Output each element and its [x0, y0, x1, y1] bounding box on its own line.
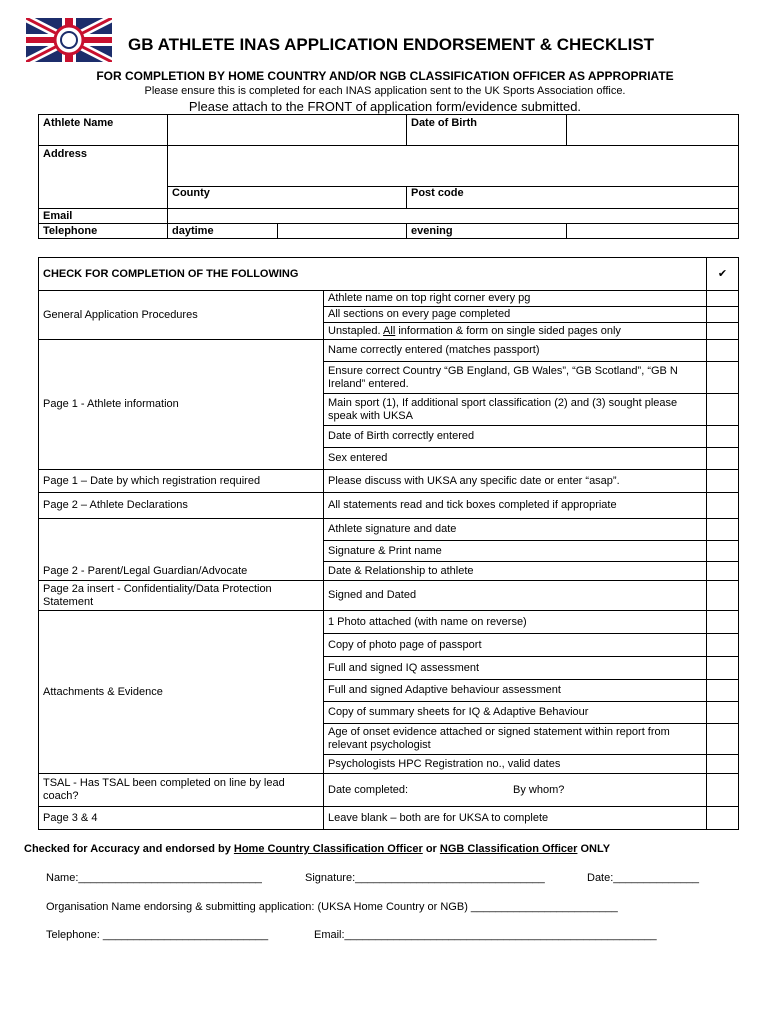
email-label: Email [39, 209, 168, 224]
check-item-text: Unstapled. [328, 324, 384, 337]
endorse-text: or [422, 843, 440, 855]
checkbox[interactable] [707, 581, 739, 611]
evening-field[interactable] [567, 224, 739, 239]
athlete-name-label: Athlete Name [39, 115, 168, 146]
checklist-heading: CHECK FOR COMPLETION OF THE FOLLOWING [39, 258, 707, 291]
check-item: Copy of summary sheets for IQ & Adaptive Behaviour [324, 702, 707, 724]
check-item-text: information & form on single sided pages only [395, 324, 621, 337]
telephone-field[interactable]: Telephone: ___________________________ [46, 929, 269, 941]
check-item-unstapled [324, 323, 707, 340]
checkbox[interactable] [707, 291, 739, 307]
checkbox[interactable] [707, 755, 739, 774]
check-item: All sections on every page completed [324, 307, 707, 323]
checkbox[interactable] [707, 774, 739, 807]
section-page2: Page 2 – Athlete Declarations [39, 493, 324, 519]
section-tsal: TSAL - Has TSAL been completed on line by lead coach? [39, 774, 324, 807]
endorse-text: ONLY [577, 843, 611, 855]
check-item: Psychologists HPC Registration no., valid dates [324, 755, 707, 774]
check-item: Signature & Print name [324, 541, 707, 562]
date-field[interactable]: Date:______________ [587, 872, 699, 884]
date-completed-label: Date completed: [328, 783, 409, 796]
daytime-field[interactable] [278, 224, 407, 239]
checkbox[interactable] [707, 634, 739, 657]
check-item: Date & Relationship to athlete [324, 562, 707, 581]
by-whom-label: By whom? [513, 783, 565, 796]
checkbox[interactable] [707, 493, 739, 519]
checklist-table [38, 257, 739, 830]
checkbox[interactable] [707, 362, 739, 394]
checkbox[interactable] [707, 541, 739, 562]
home-country-officer: Home Country Classification Officer [233, 843, 423, 855]
check-item: 1 Photo attached (with name on reverse) [324, 611, 707, 634]
dob-label: Date of Birth [407, 115, 567, 146]
check-item: Copy of photo page of passport [324, 634, 707, 657]
tick-icon: ✔ [707, 258, 739, 291]
checkbox[interactable] [707, 394, 739, 426]
check-item: Ensure correct Country “GB England, GB Wales”, “GB Scotland”, “GB N Ireland” entered. [324, 362, 707, 394]
checkbox[interactable] [707, 323, 739, 340]
check-item: Full and signed Adaptive behaviour assessment [324, 680, 707, 702]
telephone-label: Telephone [39, 224, 168, 239]
postcode-label: Post code [407, 187, 739, 209]
dob-field[interactable] [567, 115, 739, 146]
section-page2-guardian: Page 2 - Parent/Legal Guardian/Advocate [39, 519, 324, 581]
section-page1: Page 1 - Athlete information [39, 340, 324, 470]
check-item: Age of onset evidence attached or signed statement within report from relevant psychologist [324, 724, 707, 755]
check-item: Athlete name on top right corner every pg [324, 291, 707, 307]
address-field[interactable] [168, 146, 739, 187]
section-page3: Page 3 & 4 [39, 807, 324, 830]
section-page2a: Page 2a insert - Confidentiality/Data Protection Statement [39, 581, 324, 611]
address-label: Address [39, 146, 168, 209]
check-item: Please discuss with UKSA any specific date or enter “asap”. [324, 470, 707, 493]
check-item: Sex entered [324, 448, 707, 470]
instruction-note: Please ensure this is completed for each INAS application sent to the UK Sports Association office. [144, 85, 626, 97]
gb-flag-logo [26, 18, 112, 62]
check-item: Signed and Dated [324, 581, 707, 611]
checkbox[interactable] [707, 340, 739, 362]
name-field[interactable]: Name:______________________________ [46, 872, 262, 884]
check-item-underlined: All [383, 324, 396, 337]
checkbox[interactable] [707, 724, 739, 755]
check-item: Leave blank – both are for UKSA to complete [324, 807, 707, 830]
checkbox[interactable] [707, 470, 739, 493]
page-subtitle: FOR COMPLETION BY HOME COUNTRY AND/OR NGB CLASSIFICATION OFFICER AS APPROPRIATE [96, 69, 674, 83]
check-item: Name correctly entered (matches passport) [324, 340, 707, 362]
signature-field[interactable]: Signature:_______________________________ [305, 872, 545, 884]
tsal-item [324, 774, 707, 807]
checkbox[interactable] [707, 307, 739, 323]
check-item: Full and signed IQ assessment [324, 657, 707, 680]
checkbox[interactable] [707, 680, 739, 702]
attach-note: Please attach to the FRONT of application form/evidence submitted. [188, 99, 582, 114]
checkbox[interactable] [707, 448, 739, 470]
section-general: General Application Procedures [39, 291, 324, 340]
checkbox[interactable] [707, 657, 739, 680]
check-item: All statements read and tick boxes completed if appropriate [324, 493, 707, 519]
checkbox[interactable] [707, 562, 739, 581]
checkbox[interactable] [707, 702, 739, 724]
checkbox[interactable] [707, 807, 739, 830]
check-item: Date of Birth correctly entered [324, 426, 707, 448]
athlete-details-table [38, 114, 739, 239]
check-item: Athlete signature and date [324, 519, 707, 541]
check-item: Main sport (1), If additional sport classification (2) and (3) sought please speak with UKSA [324, 394, 707, 426]
organisation-field[interactable]: Organisation Name endorsing & submitting application: (UKSA Home Country or NGB) ________________________ [46, 901, 618, 913]
endorsement-statement [24, 843, 610, 855]
email-field-bottom[interactable]: Email:___________________________________________________ [314, 929, 657, 941]
daytime-label: daytime [168, 224, 278, 239]
page-title: GB ATHLETE INAS APPLICATION ENDORSEMENT & CHECKLIST [128, 35, 655, 54]
checkbox[interactable] [707, 611, 739, 634]
ngb-officer: NGB Classification Officer [439, 843, 578, 855]
section-attachments: Attachments & Evidence [39, 611, 324, 774]
athlete-name-field[interactable] [168, 115, 407, 146]
checkbox[interactable] [707, 426, 739, 448]
evening-label: evening [407, 224, 567, 239]
email-field[interactable] [168, 209, 739, 224]
endorse-text: Checked for Accuracy and endorsed by [24, 843, 234, 855]
checkbox[interactable] [707, 519, 739, 541]
section-page1-date: Page 1 – Date by which registration required [39, 470, 324, 493]
county-label: County [168, 187, 407, 209]
